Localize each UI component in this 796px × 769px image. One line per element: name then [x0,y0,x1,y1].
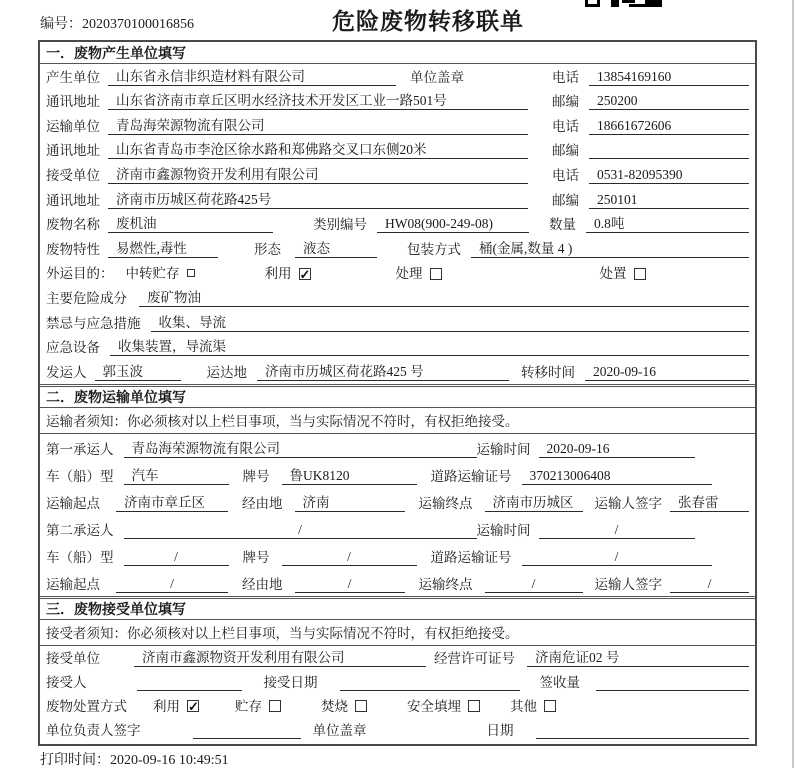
purpose-reuse-checkbox [299,268,311,280]
vehicle2-row [40,542,755,569]
accept-date-label: 接受日期 [263,674,318,690]
sign1-value: 张春雷 [670,494,749,512]
transfer-date-value: 2020-09-16 [585,363,749,381]
date-label: 日期 [486,722,514,738]
sign1-label: 运输人签字 [594,495,662,511]
end1-label: 运输终点 [418,495,473,511]
time1-label: 运输时间 [476,441,531,457]
via2-value: / [295,575,405,593]
transporter-zip-value [589,158,749,159]
carrier1-row [40,434,755,461]
vehicle2-label: 车（船）型 [46,549,114,565]
receiver-row [40,162,755,187]
receiver-addr-value: 济南市历城区荷花路425号 [108,191,528,209]
purpose-option-treat [396,265,442,282]
transporter-zip-label: 邮编 [552,143,579,159]
purpose-option-transfer [126,265,195,282]
producer-addr-label: 通讯地址 [46,94,100,110]
producer-zip-label: 邮编 [552,94,579,110]
license2-label: 道路运输证号 [430,549,512,565]
carrier2-label: 第二承运人 [46,522,114,538]
vehicle2-value: / [124,548,229,566]
date-value [536,738,750,739]
leader-sign-row [40,718,755,742]
start1-label: 运输起点 [46,495,100,511]
time2-label: 运输时间 [476,522,531,538]
waste-name-label: 废物名称 [46,217,100,233]
producer-addr-value: 山东省济南市章丘区明水经济技术开发区工业一路501号 [108,92,528,110]
receiver-zip-label: 邮编 [552,192,579,208]
acceptor-value [137,690,242,691]
receiver-phone-value: 0531-82095390 [589,166,749,184]
accept-unit-value: 济南市鑫源物资开发利用有限公司 [134,649,426,667]
serial-number [40,13,194,33]
taboo-value: 收集、导流 [151,314,750,332]
purpose-row [40,261,755,286]
time2-value: / [539,521,695,539]
license1-value: 370213006408 [522,467,712,485]
transporter-address-row [40,138,755,163]
section3-title: 三．废物接受单位填写 [40,598,755,620]
disposal-reuse-checkbox [187,700,199,712]
producer-value: 山东省永信非织造材料有限公司 [108,68,396,86]
purpose-option-reuse [265,265,311,282]
carrier1-value: 青岛海荣源物流有限公司 [124,440,477,458]
transporter-phone-value: 18661672606 [589,117,749,135]
receiver-label: 接受单位 [46,167,100,183]
transporter-addr-value: 山东省青岛市李沧区徐水路和郑佛路交叉口东侧20米 [108,141,528,159]
document-title: 危险废物转移联单 [332,9,524,34]
route2-row [40,569,755,596]
equipment-row [40,335,755,360]
carrier2-value: / [124,521,477,539]
qr-code-cropped-icon [585,0,663,8]
start2-value: / [116,575,228,593]
hazard-label: 主要危险成分 [46,290,127,306]
leader-sign-value [193,738,301,739]
section-transporter [40,386,755,596]
quantity-value: 0.8吨 [586,215,749,233]
disposal-reuse-label: 利用 [153,698,180,714]
unit-seal-label: 单位盖章 [312,722,367,738]
sender-row [40,359,755,384]
producer-phone-label: 电话 [552,69,579,85]
accept-date-value [340,690,520,691]
disposal-row [40,694,755,718]
transporter-addr-label: 通讯地址 [46,143,100,159]
disposal-other [510,698,556,715]
disposal-landfill-checkbox [468,700,480,712]
page-edge-line [792,0,794,768]
producer-row [40,64,755,89]
transporter-row [40,113,755,138]
accept-unit-label: 接受单位 [46,650,100,666]
purpose-treat-label: 处理 [395,266,423,282]
section2-title: 二．废物运输单位填写 [40,386,755,408]
purpose-option-dispose [600,265,646,282]
packing-value: 桶(金属,数量 4 ) [471,240,749,258]
via1-label: 经由地 [242,495,283,511]
producer-label: 产生单位 [46,69,100,85]
license2-value: / [522,548,712,566]
accept-unit-row [40,646,755,670]
purpose-transfer-checkbox [187,269,195,277]
amount-value [596,690,749,691]
acceptor-row [40,670,755,694]
amount-label: 签收量 [539,674,580,690]
start2-label: 运输起点 [46,576,100,592]
transporter-value: 青岛海荣源物流有限公司 [108,117,528,135]
disposal-option-store [235,698,281,715]
disposal-option-reuse [153,698,199,715]
purpose-dispose-label: 处置 [599,266,627,282]
disposal-other-checkbox [544,700,556,712]
dest-value: 济南市历城区荷花路425 号 [257,363,509,381]
disposal-burn-label: 焚烧 [321,698,348,714]
carrier1-label: 第一承运人 [46,441,114,457]
waste-name-row [40,212,755,237]
manifest-form-table [38,40,757,746]
start1-value: 济南市章丘区 [116,494,228,512]
producer-zip-value: 250200 [589,92,749,110]
sign2-label: 运输人签字 [594,576,662,592]
vehicle1-row [40,461,755,488]
character-label: 废物特性 [46,241,100,257]
purpose-transfer-label: 中转贮存 [125,266,180,282]
transporter-phone-label: 电话 [552,118,579,134]
waste-character-row [40,236,755,261]
packing-label: 包装方式 [407,241,461,257]
plate1-value: 鲁UK8120 [282,467,417,485]
print-time-label: 打印时间： [40,753,110,768]
carrier2-row [40,515,755,542]
via1-value: 济南 [295,494,405,512]
route1-row [40,488,755,515]
print-time-value: 2020-09-16 10:49:51 [110,753,229,768]
receiver-addr-label: 通讯地址 [46,192,100,208]
section1-title: 一．废物产生单位填写 [40,42,755,64]
sender-label: 发运人 [46,364,87,380]
form-value: 液态 [295,240,377,258]
time1-value: 2020-09-16 [539,440,695,458]
license1-label: 道路运输证号 [430,468,512,484]
receiver-phone-label: 电话 [552,167,579,183]
equipment-value: 收集装置，导流渠 [110,338,749,356]
taboo-label: 禁忌与应急措施 [46,315,141,331]
equipment-label: 应急设备 [46,340,100,356]
receiver-notice: 接受者须知：你必须核对以上栏目事项，当与实际情况不符时，有权拒绝接受。 [40,620,755,646]
producer-phone-value: 13854169160 [589,68,749,86]
plate2-value: / [282,548,417,566]
sign2-value: / [670,575,749,593]
dest-label: 运达地 [206,364,247,380]
hazard-value: 废矿物油 [139,289,749,307]
producer-address-row [40,89,755,114]
category-label: 类别编号 [313,217,367,233]
form-label: 形态 [254,241,281,257]
acceptor-label: 接受人 [46,674,87,690]
disposal-store-checkbox [269,700,281,712]
leader-sign-label: 单位负责人签字 [46,722,141,738]
section-producer [40,42,755,384]
serial-value: 2020370100016856 [82,17,194,32]
purpose-treat-checkbox [430,268,442,280]
vehicle1-label: 车（船）型 [46,468,114,484]
seal-label: 单位盖章 [410,69,464,85]
serial-label: 编号： [40,17,82,32]
permit-label: 经营许可证号 [434,650,515,666]
category-value: HW08(900-249-08) [377,215,529,233]
sender-value: 郭玉波 [95,363,181,381]
disposal-store-label: 贮存 [235,698,262,714]
disposal-landfill-label: 安全填埋 [407,698,461,714]
quantity-label: 数量 [549,217,576,233]
transporter-label: 运输单位 [46,118,100,134]
vehicle1-value: 汽车 [124,467,229,485]
transporter-notice: 运输者须知：你必须核对以上栏目事项，当与实际情况不符时，有权拒绝接受。 [40,408,755,434]
disposal-label: 废物处置方式 [46,698,127,714]
section-receiver [40,598,755,742]
receiver-zip-value: 250101 [589,191,749,209]
disposal-other-label: 其他 [510,698,537,714]
transfer-date-label: 转移时间 [521,364,575,380]
character-value: 易燃性,毒性 [108,240,218,258]
receiver-address-row [40,187,755,212]
plate1-label: 牌号 [242,468,270,484]
via2-label: 经由地 [242,576,283,592]
end2-label: 运输终点 [418,576,473,592]
purpose-label: 外运目的： [46,266,114,282]
end2-value: / [485,575,583,593]
receiver-value: 济南市鑫源物资开发利用有限公司 [108,166,528,184]
disposal-landfill [407,698,480,715]
taboo-row [40,310,755,335]
waste-name-value: 废机油 [108,215,273,233]
plate2-label: 牌号 [242,549,270,565]
end1-value: 济南市历城区 [485,494,583,512]
disposal-burn-checkbox [355,700,367,712]
print-time [40,749,229,769]
purpose-dispose-checkbox [634,268,646,280]
hazard-row [40,285,755,310]
document-header [0,0,796,40]
permit-value: 济南危证02 号 [527,649,749,667]
disposal-burn [321,698,367,715]
purpose-reuse-label: 利用 [264,266,292,282]
